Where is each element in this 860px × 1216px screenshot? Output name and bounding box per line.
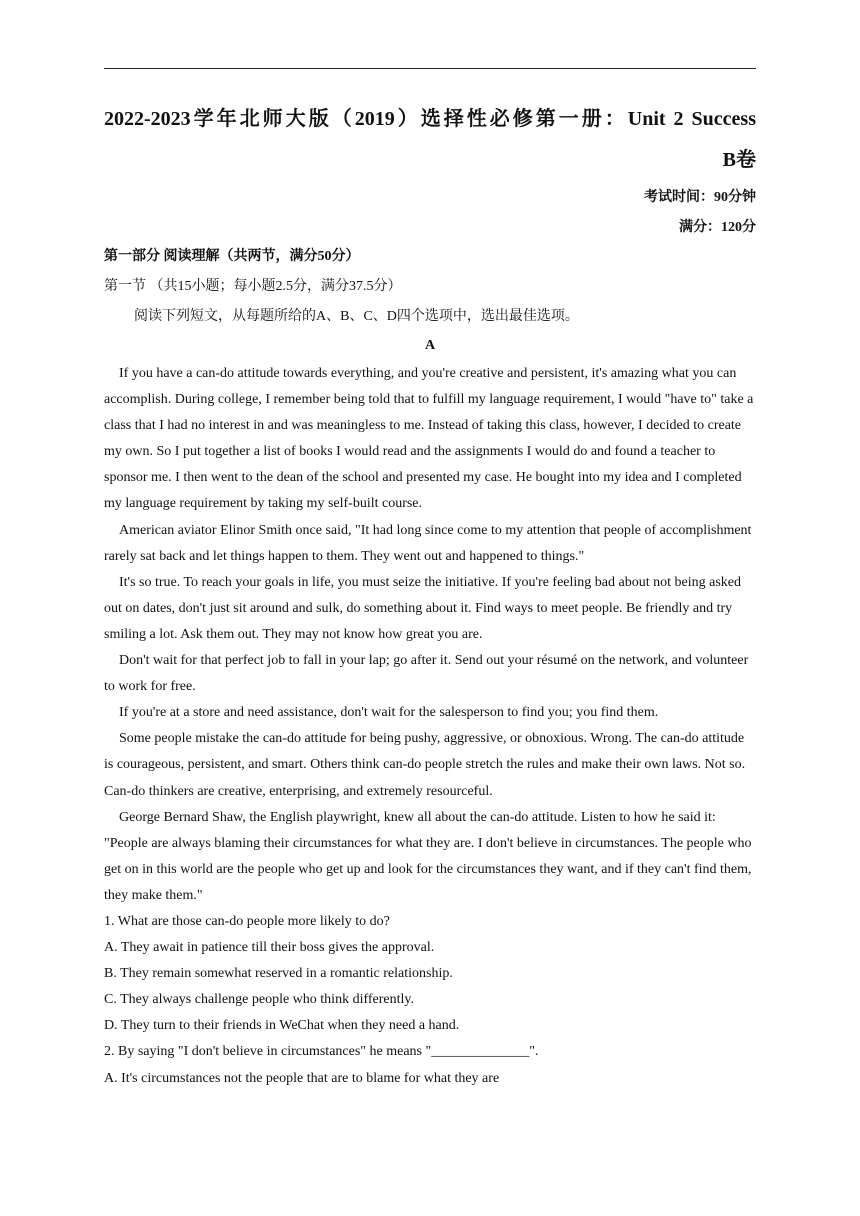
question-option: B. They remain somewhat reserved in a romantic relationship. (104, 966, 453, 982)
document-title: 2022-2023学年北师大版（2019）选择性必修第一册：Unit 2 Success (104, 108, 756, 130)
document-title-version: B卷 (722, 149, 756, 171)
question-option: A. It's circumstances not the people that are to blame for what they are (104, 1070, 500, 1086)
passage-paragraph: Some people mistake the can-do attitude for being pushy, aggressive, or obnoxious. Wrong. The can-do attitude is courageous, persistent, and smart. Others think can-do people stretch the rules and make their own laws. Not so. Can-do thinkers are creative, enterprising, and extremely resourceful. (104, 731, 746, 799)
full-score: 满分：120分 (679, 220, 756, 235)
exam-time: 考试时间：90分钟 (644, 190, 756, 205)
passage-paragraph: Don't wait for that perfect job to fall in your lap; go after it. Send out your résumé on the network, and volunteer to work for free. (104, 653, 749, 695)
instruction-text: 阅读下列短文，从每题所给的A、B、C、D四个选项中，选出最佳选项。 (134, 309, 579, 324)
passage-body (104, 361, 756, 1092)
passage-label: A (424, 338, 436, 353)
header-rule (104, 68, 756, 69)
passage-paragraph: George Bernard Shaw, the English playwright, knew all about the can-do attitude. Listen to how he said it: "People are always blaming their circumstances for what they are. I don't believe in circumstances. The people who get on in this world are the people who get up and look for the circumstances they want, and if they can't find them, they make them." (104, 809, 752, 903)
passage-paragraph: American aviator Elinor Smith once said, "It had long since come to my attention that people of accomplishment rarely sat back and let things happen to them. They went out and happened to things." (104, 522, 752, 564)
question-option: A. They await in patience till their boss gives the approval. (104, 940, 435, 956)
part-heading: 第一部分 阅读理解（共两节，满分50分） (104, 249, 360, 264)
passage-paragraph: If you're at a store and need assistance, don't wait for the salesperson to find you; you find them. (119, 705, 659, 721)
passage-paragraph: If you have a can-do attitude towards everything, and you're creative and persistent, it's amazing what you can accomplish. During college, I remember being told that to fulfill my language requirement, I would "have to" take a class that I had no interest in and was meaningless to me. Instead of taking this class, however, I decided to create my own. So I put together a list of books I would read and the assignments I would do and found a teacher to sponsor me. I then went to the dean of the school and presented my case. He bought into my idea and I completed my language requirement by taking my self-built course. (104, 366, 754, 512)
question-option: C. They always challenge people who think differently. (104, 992, 414, 1008)
question-stem: 1. What are those can-do people more likely to do? (104, 913, 390, 929)
question-stem: 2. By saying "I don't believe in circumstances" he means "______________". (104, 1044, 539, 1060)
passage-paragraph: It's so true. To reach your goals in life, you must seize the initiative. If you're feeling bad about not being asked out on dates, don't just sit around and sulk, do something about it. Find ways to meet people. Be friendly and try smiling a lot. Ask them out. They may not know how great you are. (104, 574, 741, 642)
section-heading: 第一节 （共15小题；每小题2.5分，满分37.5分） (104, 279, 402, 294)
question-option: D. They turn to their friends in WeChat when they need a hand. (104, 1018, 460, 1034)
